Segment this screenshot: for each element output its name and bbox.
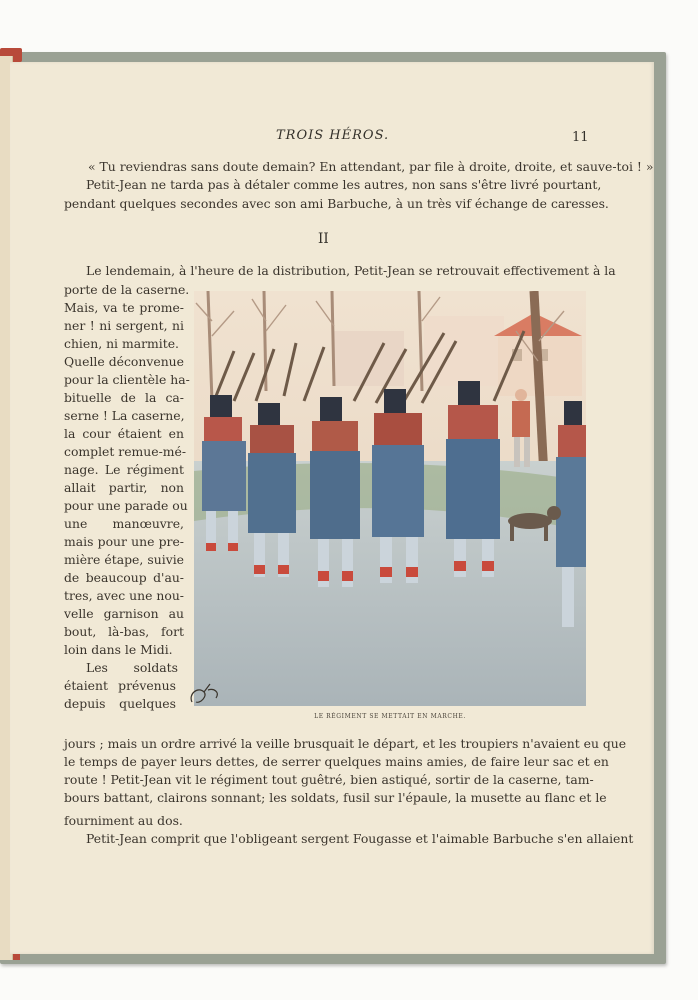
- column-line: une manœuvre,: [64, 516, 184, 531]
- column-line: ner ! ni sergent, ni: [64, 318, 184, 333]
- paragraph-line: Petit-Jean comprit que l'obligeant sergent Fougasse et l'aimable Barbuche s'en allaient: [86, 831, 634, 846]
- running-head-title: TROIS HÉROS.: [276, 128, 390, 143]
- column-line: nage. Le régiment: [64, 462, 184, 477]
- marching-soldiers-illustration: [194, 291, 586, 706]
- artist-signature-icon: [186, 680, 226, 710]
- paragraph-line: « Tu reviendras sans doute demain? En attendant, par file à droite, droite, et sauve-toi ! »: [88, 159, 654, 174]
- column-line: chien, ni marmite.: [64, 336, 179, 351]
- column-line: complet remue-mé-: [64, 444, 187, 459]
- column-line: étaient prévenus: [64, 678, 176, 693]
- illustration-caption: LE RÉGIMENT SE METTAIT EN MARCHE.: [314, 713, 466, 720]
- column-line: la cour étaient en: [64, 426, 184, 441]
- column-line: depuis quelques: [64, 696, 176, 711]
- column-line: loin dans le Midi.: [64, 642, 173, 657]
- column-line: porte de la caserne.: [64, 282, 190, 297]
- column-line: tres, avec une nou-: [64, 588, 184, 603]
- column-line: Mais, va te prome-: [64, 300, 184, 315]
- column-line: mais pour une pre-: [64, 534, 184, 549]
- paragraph-line: Petit-Jean ne tarda pas à détaler comme les autres, non sans s'être livré pourtant,: [86, 177, 602, 192]
- column-line: de beaucoup d'au-: [64, 570, 184, 585]
- paragraph-line: bours battant, clairons sonnant; les soldats, fusil sur l'épaule, la musette au flanc et le: [64, 790, 607, 805]
- paragraph-line: route ! Petit-Jean vit le régiment tout guêtré, bien astiqué, sortir de la caserne, tam-: [64, 772, 594, 787]
- paragraph-line: fourniment au dos.: [64, 813, 183, 828]
- paragraph-line: pendant quelques secondes avec son ami Barbuche, à un très vif échange de caresses.: [64, 196, 609, 211]
- column-line: mière étape, suivie: [64, 552, 184, 567]
- paragraph-line: le temps de payer leurs dettes, de serrer quelques mains amies, de faire leur sac et en: [64, 754, 609, 769]
- column-line: velle garnison au: [64, 606, 184, 621]
- column-line: serne ! La caserne,: [64, 408, 185, 423]
- page-number: 11: [572, 130, 589, 145]
- column-line: bout, là-bas, fort: [64, 624, 184, 639]
- paragraph-line: jours ; mais un ordre arrivé la veille brusquait le départ, et les troupiers n'avaient eu que: [64, 736, 627, 751]
- column-line: pour la clientèle ha-: [64, 372, 190, 387]
- paragraph-line: Le lendemain, à l'heure de la distribution, Petit-Jean se retrouvait effectivement à la: [86, 263, 616, 278]
- column-line: Les soldats: [86, 660, 178, 675]
- column-line: pour une parade ou: [64, 498, 188, 513]
- chapter-number: II: [318, 231, 329, 247]
- column-line: Quelle déconvenue: [64, 354, 184, 369]
- column-line: allait partir, non: [64, 480, 184, 495]
- column-line: bituelle de la ca-: [64, 390, 184, 405]
